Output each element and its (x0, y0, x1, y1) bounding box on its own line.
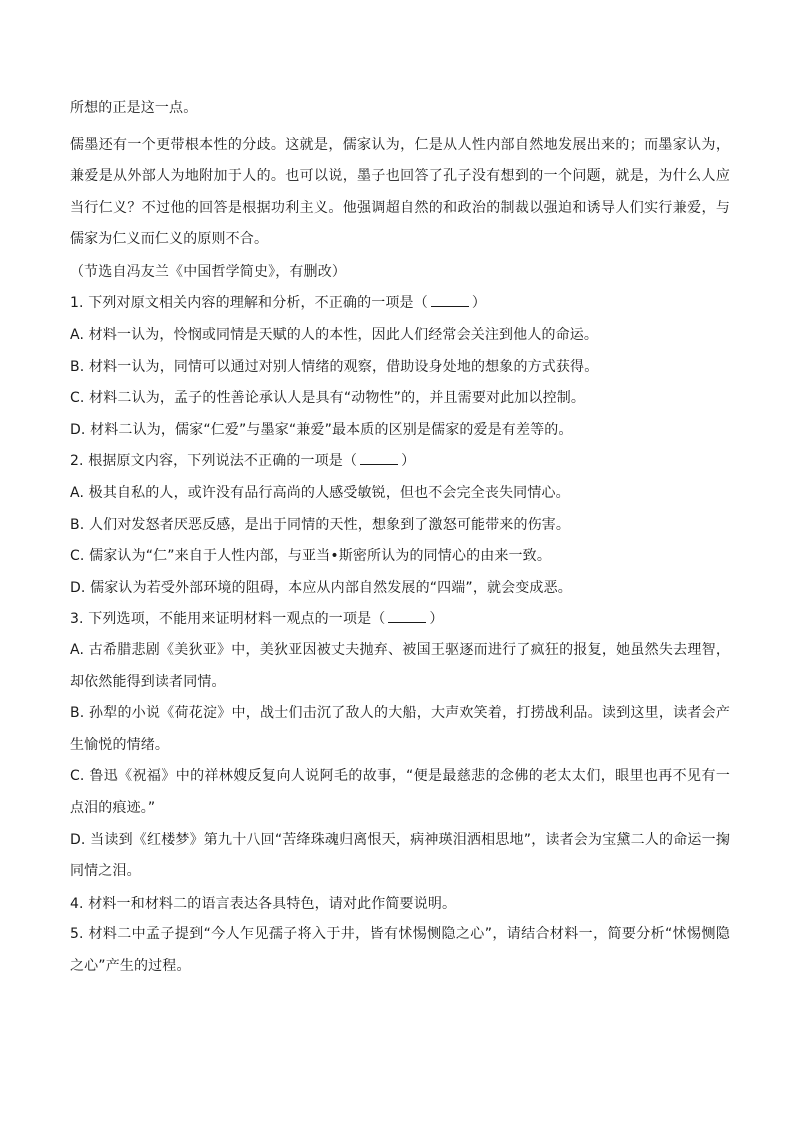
question-3-stem-text: 3. 下列选项，不能用来证明材料一观点的一项是（ (70, 611, 386, 628)
question-1-stem-text: 1. 下列对原文相关内容的理解和分析，不正确的一项是（ (70, 295, 428, 312)
question-5-stem: 5. 材料二中孟子提到“今人乍见孺子将入于井，皆有怵惕恻隐之心”，请结合材料一，简要分析“怵惕恻隐之心”产生的过程。 (70, 926, 730, 975)
question-3-option-b: B. 孙犁的小说《荷花淀》中，战士们击沉了敌人的大船，大声欢笑着，打捞战利品。读到这里，读者会产生愉悦的情绪。 (70, 705, 730, 753)
question-1-stem (70, 293, 730, 313)
question-3-option-a: A. 古希腊悲剧《美狄亚》中，美狄亚因被丈夫抛弃、被国王驱逐而进行了疯狂的报复，她虽然失去理智，却依然能得到读者同情。 (70, 642, 730, 690)
answer-blank (431, 293, 469, 307)
question-2-stem (70, 451, 730, 471)
question-1-option-d: D. 材料二认为，儒家“仁爱”与墨家“兼爱”最本质的区别是儒家的爱是有差等的。 (70, 421, 573, 438)
question-3-option-c: C. 鲁迅《祝福》中的祥林嫂反复向人说阿毛的故事，“便是最慈悲的念佛的老太太们，眼里也再不见有一点泪的痕迹。” (70, 768, 730, 817)
question-3-option-d: D. 当读到《红楼梦》第九十八回“苦绛珠魂归离恨天，病神瑛泪洒相思地”，读者会为宝黛二人的命运一掬同情之泪。 (70, 831, 730, 880)
question-4-stem: 4. 材料一和材料二的语言表达各具特色，请对此作简要说明。 (70, 895, 457, 912)
question-1-option-b: B. 材料一认为，同情可以通过对别人情绪的观察，借助设身处地的想象的方式获得。 (70, 358, 599, 375)
question-3-stem-close: ） (429, 611, 444, 628)
question-1-option-a: A. 材料一认为，怜悯或同情是天赋的人的本性，因此人们经常会关注到他人的命运。 (70, 326, 599, 343)
source-note: （节选自冯友兰《中国哲学简史》，有删改） (70, 263, 346, 280)
question-2-stem-close: ） (401, 453, 416, 470)
document-page (70, 98, 730, 988)
passage-paragraph: 儒墨还有一个更带根本性的分歧。这就是，儒家认为，仁是从人性内部自然地发展出来的；而墨家认为，兼爱是从外部人为地附加于人的。也可以说，墨子也回答了孔子没有想到的一个问题，就是，为什么人应当行仁义？不过他的回答是根据功利主义。他强调超自然的和政治的制裁以强迫和诱导人们实行兼爱，与儒家为仁义而仁义的原则不合。 (70, 136, 730, 248)
question-2-option-a: A. 极其自私的人，或许没有品行高尚的人感受敏锐，但也不会完全丧失同情心。 (70, 484, 570, 501)
answer-blank (360, 451, 398, 465)
question-1-option-c: C. 材料二认为，孟子的性善论承认人是具有“动物性”的，并且需要对此加以控制。 (70, 390, 586, 407)
question-1-stem-close: ） (471, 295, 487, 312)
question-2-option-b: B. 人们对发怒者厌恶反感，是出于同情的天性，想象到了激怒可能带来的伤害。 (70, 516, 571, 533)
question-2-stem-text: 2. 根据原文内容，下列说法不正确的一项是（ (70, 453, 358, 470)
question-2-option-c: C. 儒家认为“仁”来自于人性内部，与亚当•斯密所认为的同情心的由来一致。 (70, 548, 551, 565)
passage-line: 所想的正是这一点。 (70, 100, 198, 116)
question-2-option-d: D. 儒家认为若受外部环境的阻碍，本应从内部自然发展的“四端”，就会变成恶。 (70, 579, 572, 596)
answer-blank (388, 609, 426, 623)
question-3-stem (70, 609, 730, 629)
